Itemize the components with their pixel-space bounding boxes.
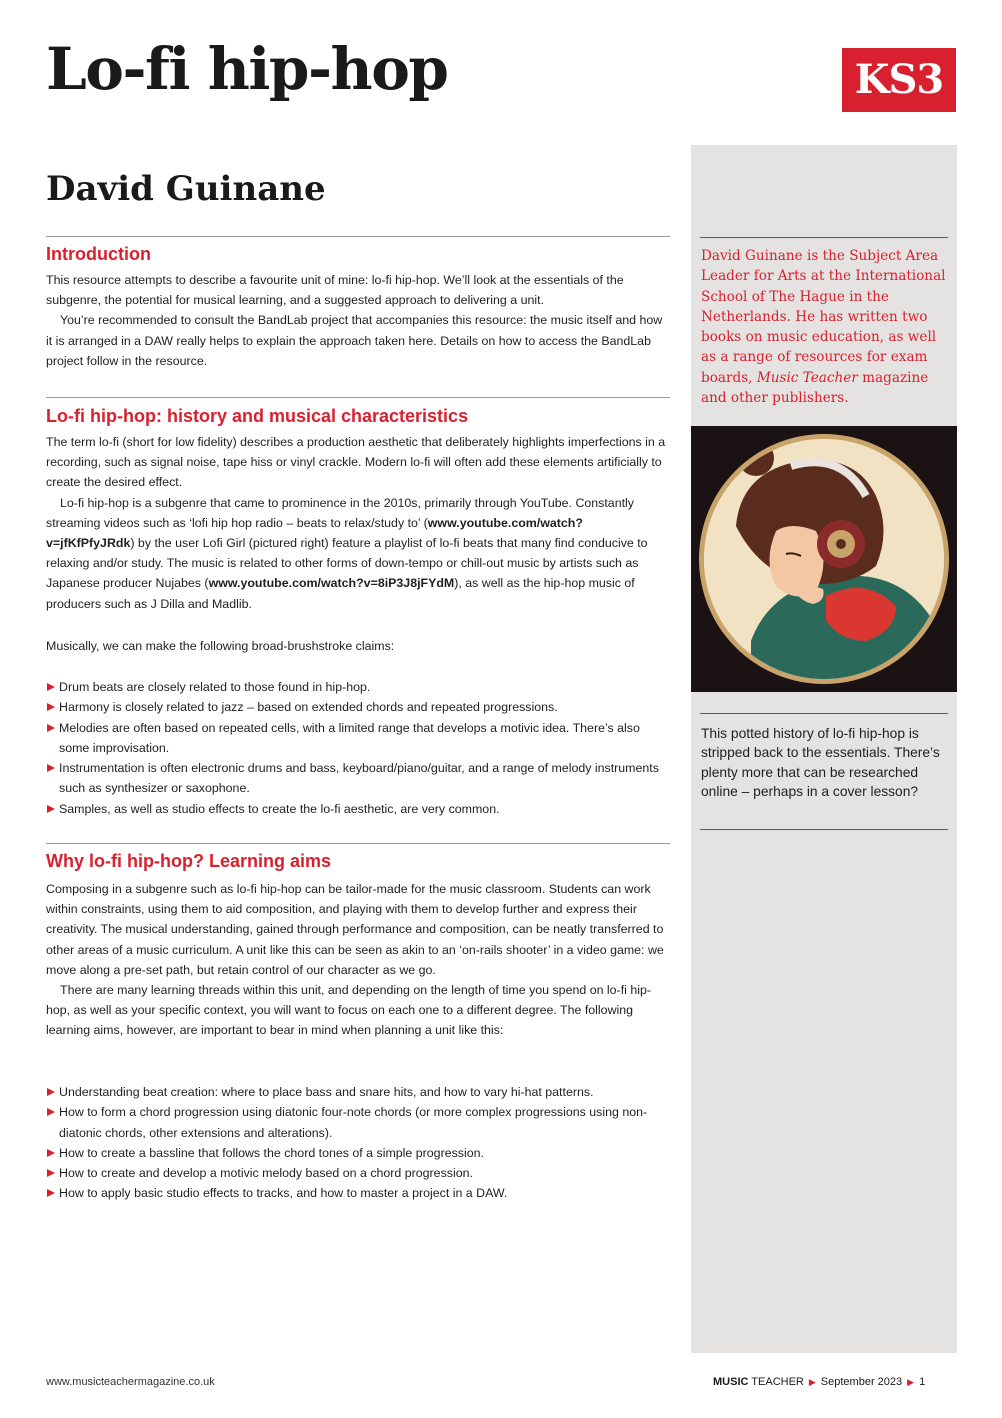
- bullet-arrow-icon: [47, 1189, 55, 1197]
- list-item: Instrumentation is often electronic drums and bass, keyboard/piano/guitar, and a range of melody instruments such as synthesizer or saxophone.: [46, 758, 666, 799]
- bullet-arrow-icon: [47, 703, 55, 711]
- bullet-arrow-icon: [47, 764, 55, 772]
- sidebar-divider: [700, 713, 948, 714]
- arrow-right-icon: ▶: [808, 1377, 816, 1387]
- list-item: How to apply basic studio effects to tracks, and how to master a project in a DAW.: [46, 1183, 666, 1203]
- section-divider: [46, 843, 670, 844]
- intro-paragraph: This resource attempts to describe a favourite unit of mine: lo-fi hip-hop. We’ll look at the essentials of the subgenre, the potential for musical learning, and a suggested approach to delivering a unit. You’re recommended to consult the BandLab project that accompanies this resource: the music itself and how it is arranged in a DAW really helps to explain the approach taken here. Details on how to access the BandLab project follow in the resource.: [46, 273, 663, 368]
- youtube-link-lofi-girl[interactable]: www.youtube.com/watch?v=jfKfPfyJRdk: [46, 515, 583, 551]
- list-item: Harmony is closely related to jazz – based on extended chords and repeated progressions.: [46, 697, 666, 717]
- list-item: How to create and develop a motivic melody based on a chord progression.: [46, 1163, 666, 1183]
- bullet-arrow-icon: [47, 1108, 55, 1116]
- claims-intro: Musically, we can make the following broad-brushstroke claims:: [46, 639, 395, 653]
- list-item: Drum beats are closely related to those found in hip-hop.: [46, 677, 666, 697]
- youtube-link-nujabes[interactable]: www.youtube.com/watch?v=8iP3J8jFYdM: [208, 576, 455, 591]
- image-caption: This potted history of lo-fi hip-hop is stripped back to the essentials. There’s plenty more that can be researched online – perhaps in a cover lesson?: [701, 726, 940, 800]
- history-paragraph: The term lo-fi (short for low fidelity) describes a production aesthetic that deliberately highlights imperfections in a recording, such as signal noise, tape hiss or vinyl crackle. Modern lo-fi will often add these elements artificially to create the desired effect. Lo-fi hip-hop is a subgenre that came to prominence in the 2010s, primarily through YouTube. Constantly streaming videos such as ‘lofi hip hop radio – beats to relax/study to’ (www.youtube.com/watch?v=jfKfPfyJRdk) by the user Lofi Girl (pictured right) feature a playlist of lo-fi beats that many find conducive to relaxing and/or study. The music is related to other forms of down-tempo or chill-out music by artists such as Japanese producer Nujabes (www.youtube.com/watch?v=8iP3J8jFYdM), as well as the hip-hop music of producers such as J Dilla and Madlib.: [46, 435, 666, 611]
- section-heading-learning-aims: Why lo-fi hip-hop? Learning aims: [46, 851, 331, 871]
- sidebar-divider: [700, 237, 948, 238]
- footer-magazine-bold: MUSIC: [713, 1376, 749, 1388]
- list-item: How to create a bassline that follows the chord tones of a simple progression.: [46, 1143, 666, 1163]
- section-heading-introduction: Introduction: [46, 244, 151, 264]
- list-item: Understanding beat creation: where to place bass and snare hits, and how to vary hi-hat patterns.: [46, 1082, 666, 1102]
- footer-date: September 2023: [820, 1376, 903, 1388]
- sidebar-divider: [700, 829, 948, 830]
- footer-magazine-rest: TEACHER: [748, 1376, 804, 1388]
- bullet-arrow-icon: [47, 1088, 55, 1096]
- list-item: Samples, as well as studio effects to create the lo-fi aesthetic, are very common.: [46, 799, 666, 819]
- lofi-girl-image: [691, 426, 957, 692]
- aims-paragraph: Composing in a subgenre such as lo-fi hip-hop can be tailor-made for the music classroom. Students can work within constraints, using them to aid composition, and playing with them to develop further and express their creativity. The musical understanding, gained through performance and composition, can be neatly transferred to other areas of a music curriculum. A unit like this can be seen as akin to an ‘on-rails shooter’ in a video game: we move along a pre-set path, but retain control of our character as we go. There are many learning threads within this unit, and depending on the length of time you spend on lo-fi hip-hop, as well as your specific context, you will want to focus on each one to a different degree. The following learning aims, however, are important to bear in mind when planning a unit like this:: [46, 882, 664, 1038]
- bullet-arrow-icon: [47, 805, 55, 813]
- author-bio: David Guinane is the Subject Area Leader for Arts at the International School of The Hague in the Netherlands. He has written two books on music education, as well as a range of resources for exam boards, Music Teacher magazine and other publishers.: [701, 248, 946, 407]
- section-divider: [46, 236, 670, 237]
- bullet-arrow-icon: [47, 1169, 55, 1177]
- page-number: 1: [919, 1376, 926, 1388]
- bullet-arrow-icon: [47, 1149, 55, 1157]
- section-heading-history: Lo-fi hip-hop: history and musical characteristics: [46, 406, 469, 426]
- characteristics-list: [46, 677, 666, 819]
- author-name: David Guinane: [46, 169, 326, 209]
- list-item: How to form a chord progression using diatonic four-note chords (or more complex progressions using non-diatonic chords, other extensions and alterations).: [46, 1102, 666, 1143]
- bullet-arrow-icon: [47, 683, 55, 691]
- page-title: Lo-fi hip-hop: [46, 35, 448, 103]
- section-divider: [46, 397, 670, 398]
- footer-website-link[interactable]: www.musicteachermagazine.co.uk: [46, 1376, 215, 1388]
- arrow-right-icon: ▶: [907, 1377, 915, 1387]
- list-item: Melodies are often based on repeated cells, with a limited range that develops a motivic idea. There’s also some improvisation.: [46, 718, 666, 759]
- footer-issue-info: [713, 1376, 925, 1388]
- learning-aims-list: [46, 1082, 666, 1204]
- bullet-arrow-icon: [47, 724, 55, 732]
- key-stage-badge: KS3: [842, 48, 956, 112]
